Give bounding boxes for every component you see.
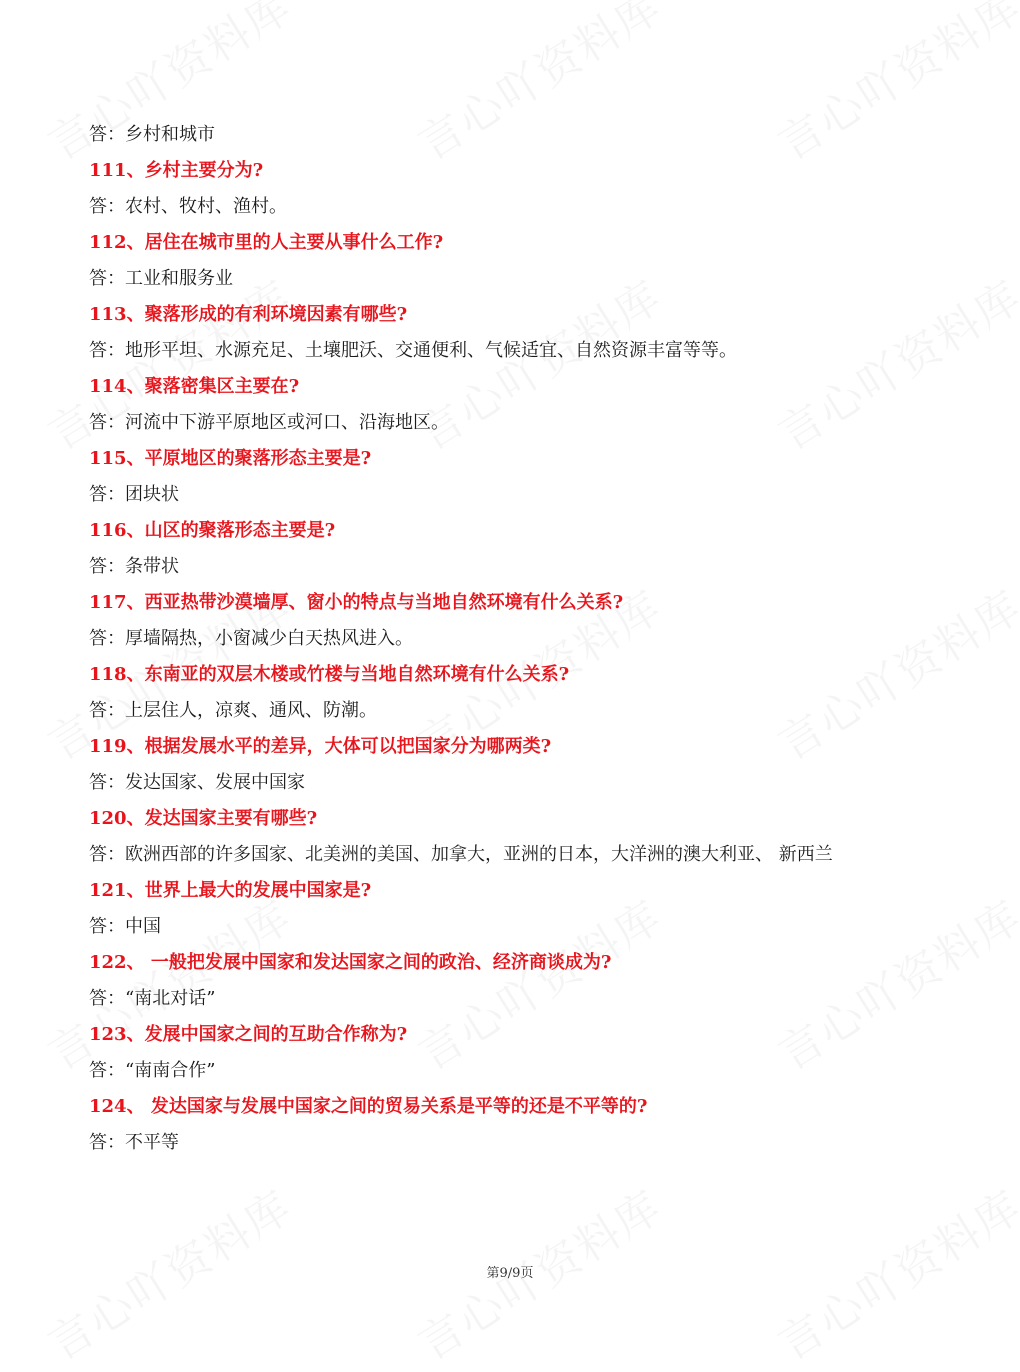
answer-line: 答：条带状	[89, 556, 179, 577]
question-line: 123、发展中国家之间的互助合作称为?	[89, 1024, 408, 1045]
answer-line: 答：中国	[89, 916, 161, 937]
question-line: 117、西亚热带沙漠墙厚、窗小的特点与当地自然环境有什么关系?	[89, 592, 624, 613]
answer-line: 答：“南北对话”	[89, 988, 216, 1009]
answer-line: 答：乡村和城市	[89, 124, 215, 145]
question-line: 111、乡村主要分为?	[89, 160, 264, 181]
question-line: 124、 发达国家与发展中国家之间的贸易关系是平等的还是不平等的?	[89, 1096, 648, 1117]
answer-line: 答：团块状	[89, 484, 179, 505]
question-line: 116、山区的聚落形态主要是?	[89, 520, 336, 541]
answer-line: 答：地形平坦、水源充足、土壤肥沃、交通便利、气候适宜、自然资源丰富等等。	[89, 340, 737, 361]
answer-line: 答：厚墙隔热，小窗减少白天热风进入。	[89, 628, 413, 649]
answer-line: 答：不平等	[89, 1132, 179, 1153]
question-line: 120、发达国家主要有哪些?	[89, 808, 318, 829]
question-line: 121、世界上最大的发展中国家是?	[89, 880, 372, 901]
answer-line: 答：上层住人，凉爽、通风、防潮。	[89, 700, 377, 721]
answer-line: 答：农村、牧村、渔村。	[89, 196, 287, 217]
answer-line: 答：工业和服务业	[89, 268, 233, 289]
question-line: 113、聚落形成的有利环境因素有哪些?	[89, 304, 408, 325]
answer-line: 答：河流中下游平原地区或河口、沿海地区。	[89, 412, 449, 433]
question-line: 122、 一般把发展中国家和发达国家之间的政治、经济商谈成为?	[89, 952, 612, 973]
page-number: 第9/9页	[486, 1266, 534, 1281]
answer-line: 答：发达国家、发展中国家	[89, 772, 305, 793]
qa-content	[89, 117, 949, 1161]
question-line: 118、东南亚的双层木楼或竹楼与当地自然环境有什么关系?	[89, 664, 570, 685]
question-line: 112、居住在城市里的人主要从事什么工作?	[89, 232, 444, 253]
answer-line: 答：“南南合作”	[89, 1060, 216, 1081]
answer-line: 答：欧洲西部的许多国家、北美洲的美国、加拿大，亚洲的日本，大洋洲的澳大利亚、 新西兰	[89, 844, 833, 865]
question-line: 114、聚落密集区主要在?	[89, 376, 300, 397]
question-line: 119、根据发展水平的差异，大体可以把国家分为哪两类?	[89, 736, 552, 757]
question-line: 115、平原地区的聚落形态主要是?	[89, 448, 372, 469]
